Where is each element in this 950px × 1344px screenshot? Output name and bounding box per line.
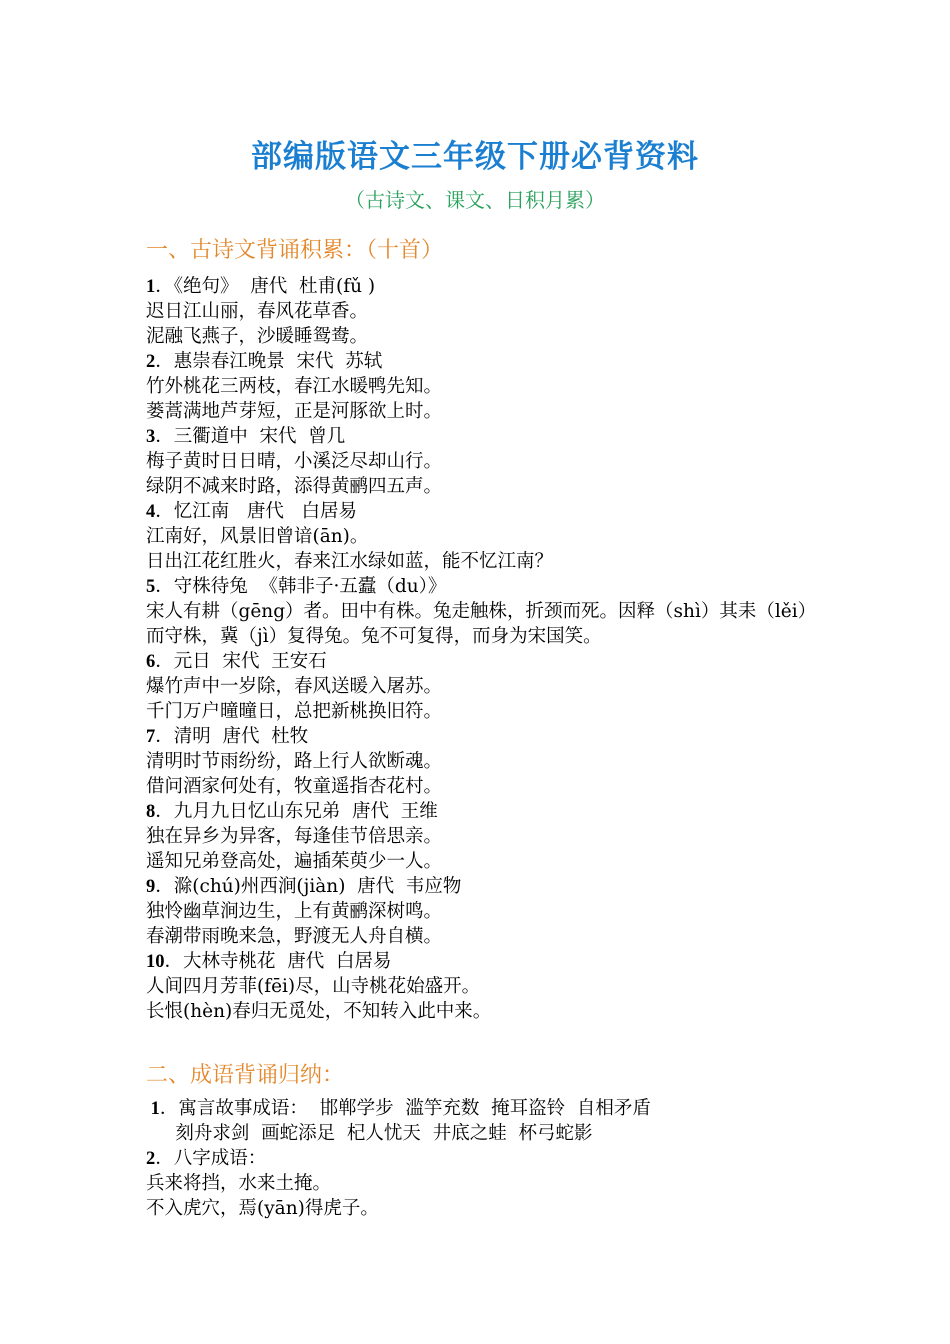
item-number: 3: [146, 427, 156, 447]
text-line: [146, 824, 826, 849]
poem-heading-line: [146, 799, 826, 824]
line-text: ．滁(chú)州西涧(jiàn) 唐代 韦应物: [155, 876, 462, 897]
item-number: 1: [146, 1099, 160, 1119]
line-text: 独在异乡为异客，每逢佳节倍思亲。: [146, 826, 443, 847]
poem-heading-line: [146, 724, 826, 749]
line-text: 日出江花红胜火，春来江水绿如蓝，能不忆江南？: [146, 551, 554, 572]
text-line: [146, 1171, 826, 1196]
line-text: ．九月九日忆山东兄弟 唐代 王维: [155, 801, 438, 822]
line-text: ．三衢道中 宋代 曾几: [155, 426, 346, 447]
text-line: [146, 974, 826, 999]
section-heading-poems: 一、古诗文背诵积累：（十首）: [146, 238, 444, 263]
text-line: [146, 299, 826, 324]
item-number: 2: [146, 1149, 156, 1169]
line-text: ．忆江南 唐代 白居易: [155, 501, 358, 522]
line-text: ．守株待兔 《韩非子·五蠹（du）》: [155, 576, 447, 597]
item-number: 4: [146, 502, 156, 522]
item-number: 9: [146, 877, 156, 897]
poem-heading-line: [146, 649, 826, 674]
item-number: 6: [146, 652, 156, 672]
text-line: [146, 549, 826, 574]
line-text: 宋人有耕（gēng）者。田中有株。兔走触株，折颈而死。因释（shì）其耒（lěi）而守株，冀（jì）复得兔。兔不可复得，而身为宋国笑。: [146, 601, 817, 647]
text-line: [146, 324, 826, 349]
page-subtitle: （古诗文、课文、日积月累）: [345, 188, 605, 212]
line-text: 蒌蒿满地芦芽短，正是河豚欲上时。: [146, 401, 443, 422]
item-number: 2: [146, 352, 156, 372]
text-line: [146, 899, 826, 924]
text-line: [146, 999, 826, 1024]
text-line: [146, 749, 826, 774]
text-line: [146, 474, 826, 499]
line-text: 泥融飞燕子，沙暖睡鸳鸯。: [146, 326, 369, 347]
text-line: [146, 1121, 826, 1146]
line-text: 刻舟求剑 画蛇添足 杞人忧天 井底之蛙 杯弓蛇影: [146, 1123, 593, 1144]
line-text: 春潮带雨晚来急，野渡无人舟自横。: [146, 926, 443, 947]
item-number: 5: [146, 577, 156, 597]
line-text: 长恨(hèn)春归无觅处，不知转入此中来。: [146, 1001, 492, 1022]
line-text: ．惠崇春江晚景 宋代 苏轼: [155, 351, 383, 372]
poem-heading-line: [146, 874, 826, 899]
poem-heading-line: [146, 574, 826, 599]
poem-heading-line: [146, 424, 826, 449]
line-text: ．清明 唐代 杜牧: [155, 726, 309, 747]
idioms-list: [146, 1096, 826, 1221]
item-number: 1: [146, 277, 156, 297]
poems-list: [146, 274, 826, 1024]
text-line: [146, 399, 826, 424]
line-text: 人间四月芳菲(fēi)尽，山寺桃花始盛开。: [146, 976, 481, 997]
section-heading-idioms: 二、成语背诵归纳：: [146, 1063, 345, 1088]
poem-heading-line: [146, 1096, 826, 1121]
item-number: 10: [146, 952, 165, 972]
text-line: [146, 699, 826, 724]
item-number: 7: [146, 727, 156, 747]
line-text: 独怜幽草涧边生，上有黄鹂深树鸣。: [146, 901, 443, 922]
text-line: [146, 1196, 826, 1221]
line-text: 迟日江山丽，春风花草香。: [146, 301, 369, 322]
line-text: 兵来将挡，水来土掩。: [146, 1173, 332, 1194]
text-line: [146, 374, 826, 399]
line-text: 千门万户曈曈日，总把新桃换旧符。: [146, 701, 443, 722]
line-text: 借问酒家何处有，牧童遥指杏花村。: [146, 776, 443, 797]
poem-heading-line: [146, 499, 826, 524]
line-text: 江南好，风景旧曾谙(ān)。: [146, 526, 369, 547]
line-text: 不入虎穴，焉(yān)得虎子。: [146, 1198, 379, 1219]
page-title: 部编版语文三年级下册必背资料: [251, 139, 699, 175]
line-text: 爆竹声中一岁除，春风送暖入屠苏。: [146, 676, 443, 697]
line-text: ．寓言故事成语： 邯郸学步 滥竽充数 掩耳盗铃 自相矛盾: [159, 1098, 651, 1119]
line-text: ．大林寺桃花 唐代 白居易: [164, 951, 392, 972]
poem-heading-line: [146, 349, 826, 374]
line-text: 竹外桃花三两枝，春江水暖鸭先知。: [146, 376, 443, 397]
item-number: 8: [146, 802, 156, 822]
line-text: ．八字成语：: [155, 1148, 267, 1169]
text-line: [146, 674, 826, 699]
text-line: [146, 774, 826, 799]
poem-heading-line: [146, 274, 826, 299]
text-line: [146, 524, 826, 549]
line-text: ．《绝句》 唐代 杜甫(fǔ ): [155, 276, 376, 297]
line-text: 梅子黄时日日晴，小溪泛尽却山行。: [146, 451, 443, 472]
poem-heading-line: [146, 1146, 826, 1171]
line-text: 清明时节雨纷纷，路上行人欲断魂。: [146, 751, 443, 772]
line-text: 遥知兄弟登高处，遍插茱萸少一人。: [146, 851, 443, 872]
line-text: ．元日 宋代 王安石: [155, 651, 327, 672]
text-line: [146, 599, 826, 649]
text-line: [146, 924, 826, 949]
text-line: [146, 849, 826, 874]
poem-heading-line: [146, 949, 826, 974]
text-line: [146, 449, 826, 474]
line-text: 绿阴不减来时路，添得黄鹂四五声。: [146, 476, 443, 497]
